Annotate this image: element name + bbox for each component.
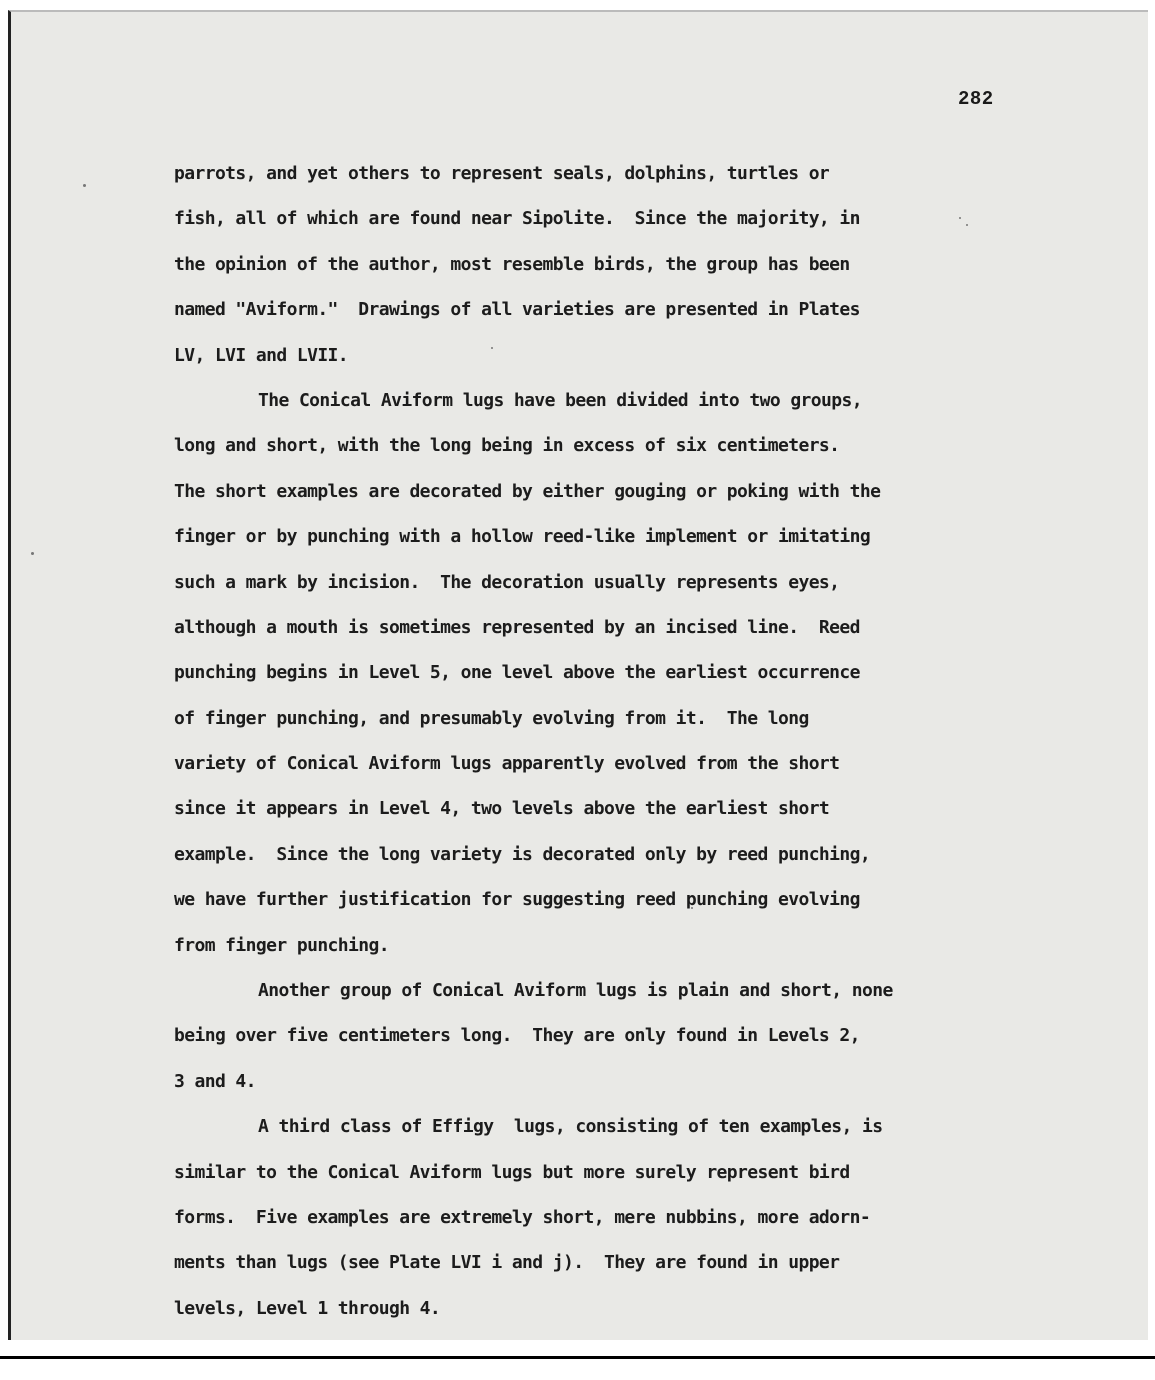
scan-speck	[31, 552, 34, 555]
text-line: The short examples are decorated by either gouging or poking with the	[174, 480, 881, 502]
paragraph-first-line: Another group of Conical Aviform lugs is plain and short, none	[258, 980, 893, 1002]
text-line: 3 and 4.	[174, 1070, 256, 1092]
paragraph-first-line: A third class of Effigy lugs, consisting of ten examples, is	[258, 1116, 883, 1138]
text-line: similar to the Conical Aviform lugs but more surely represent bird	[174, 1161, 850, 1183]
text-line: long and short, with the long being in excess of six centimeters.	[174, 435, 840, 457]
text-line: example. Since the long variety is decorated only by reed punching,	[174, 843, 871, 865]
paragraph-first-line: The Conical Aviform lugs have been divided into two groups,	[258, 389, 862, 411]
text-line: we have further justification for suggesting reed punching evolving	[174, 889, 860, 911]
text-line: being over five centimeters long. They are only found in Levels 2,	[174, 1025, 860, 1047]
text-line: variety of Conical Aviform lugs apparently evolved from the short	[174, 753, 840, 775]
text-line: from finger punching.	[174, 934, 389, 956]
text-line: of finger punching, and presumably evolving from it. The long	[174, 707, 809, 729]
text-line: although a mouth is sometimes represented by an incised line. Reed	[174, 616, 860, 638]
scan-speck	[83, 184, 86, 187]
text-line: named "Aviform." Drawings of all varieties are presented in Plates	[174, 299, 860, 321]
page-number: 282	[958, 88, 994, 110]
text-line: ments than lugs (see Plate LVI i and j). They are found in upper	[174, 1252, 840, 1274]
text-line: since it appears in Level 4, two levels above the earliest short	[174, 798, 830, 820]
body-text	[174, 151, 974, 1331]
text-line: levels, Level 1 through 4.	[174, 1297, 441, 1319]
text-line: finger or by punching with a hollow reed-like implement or imitating	[174, 526, 871, 548]
bottom-border-rule	[0, 1356, 1155, 1359]
text-line: the opinion of the author, most resemble birds, the group has been	[174, 253, 850, 275]
text-line: fish, all of which are found near Sipolite. Since the majority, in	[174, 208, 860, 230]
text-line: LV, LVI and LVII.	[174, 344, 349, 366]
text-line: parrots, and yet others to represent seals, dolphins, turtles or	[174, 163, 830, 184]
text-line: punching begins in Level 5, one level above the earliest occurrence	[174, 662, 860, 684]
text-line: forms. Five examples are extremely short, mere nubbins, more adorn-	[174, 1206, 871, 1228]
text-line: such a mark by incision. The decoration usually represents eyes,	[174, 571, 840, 593]
